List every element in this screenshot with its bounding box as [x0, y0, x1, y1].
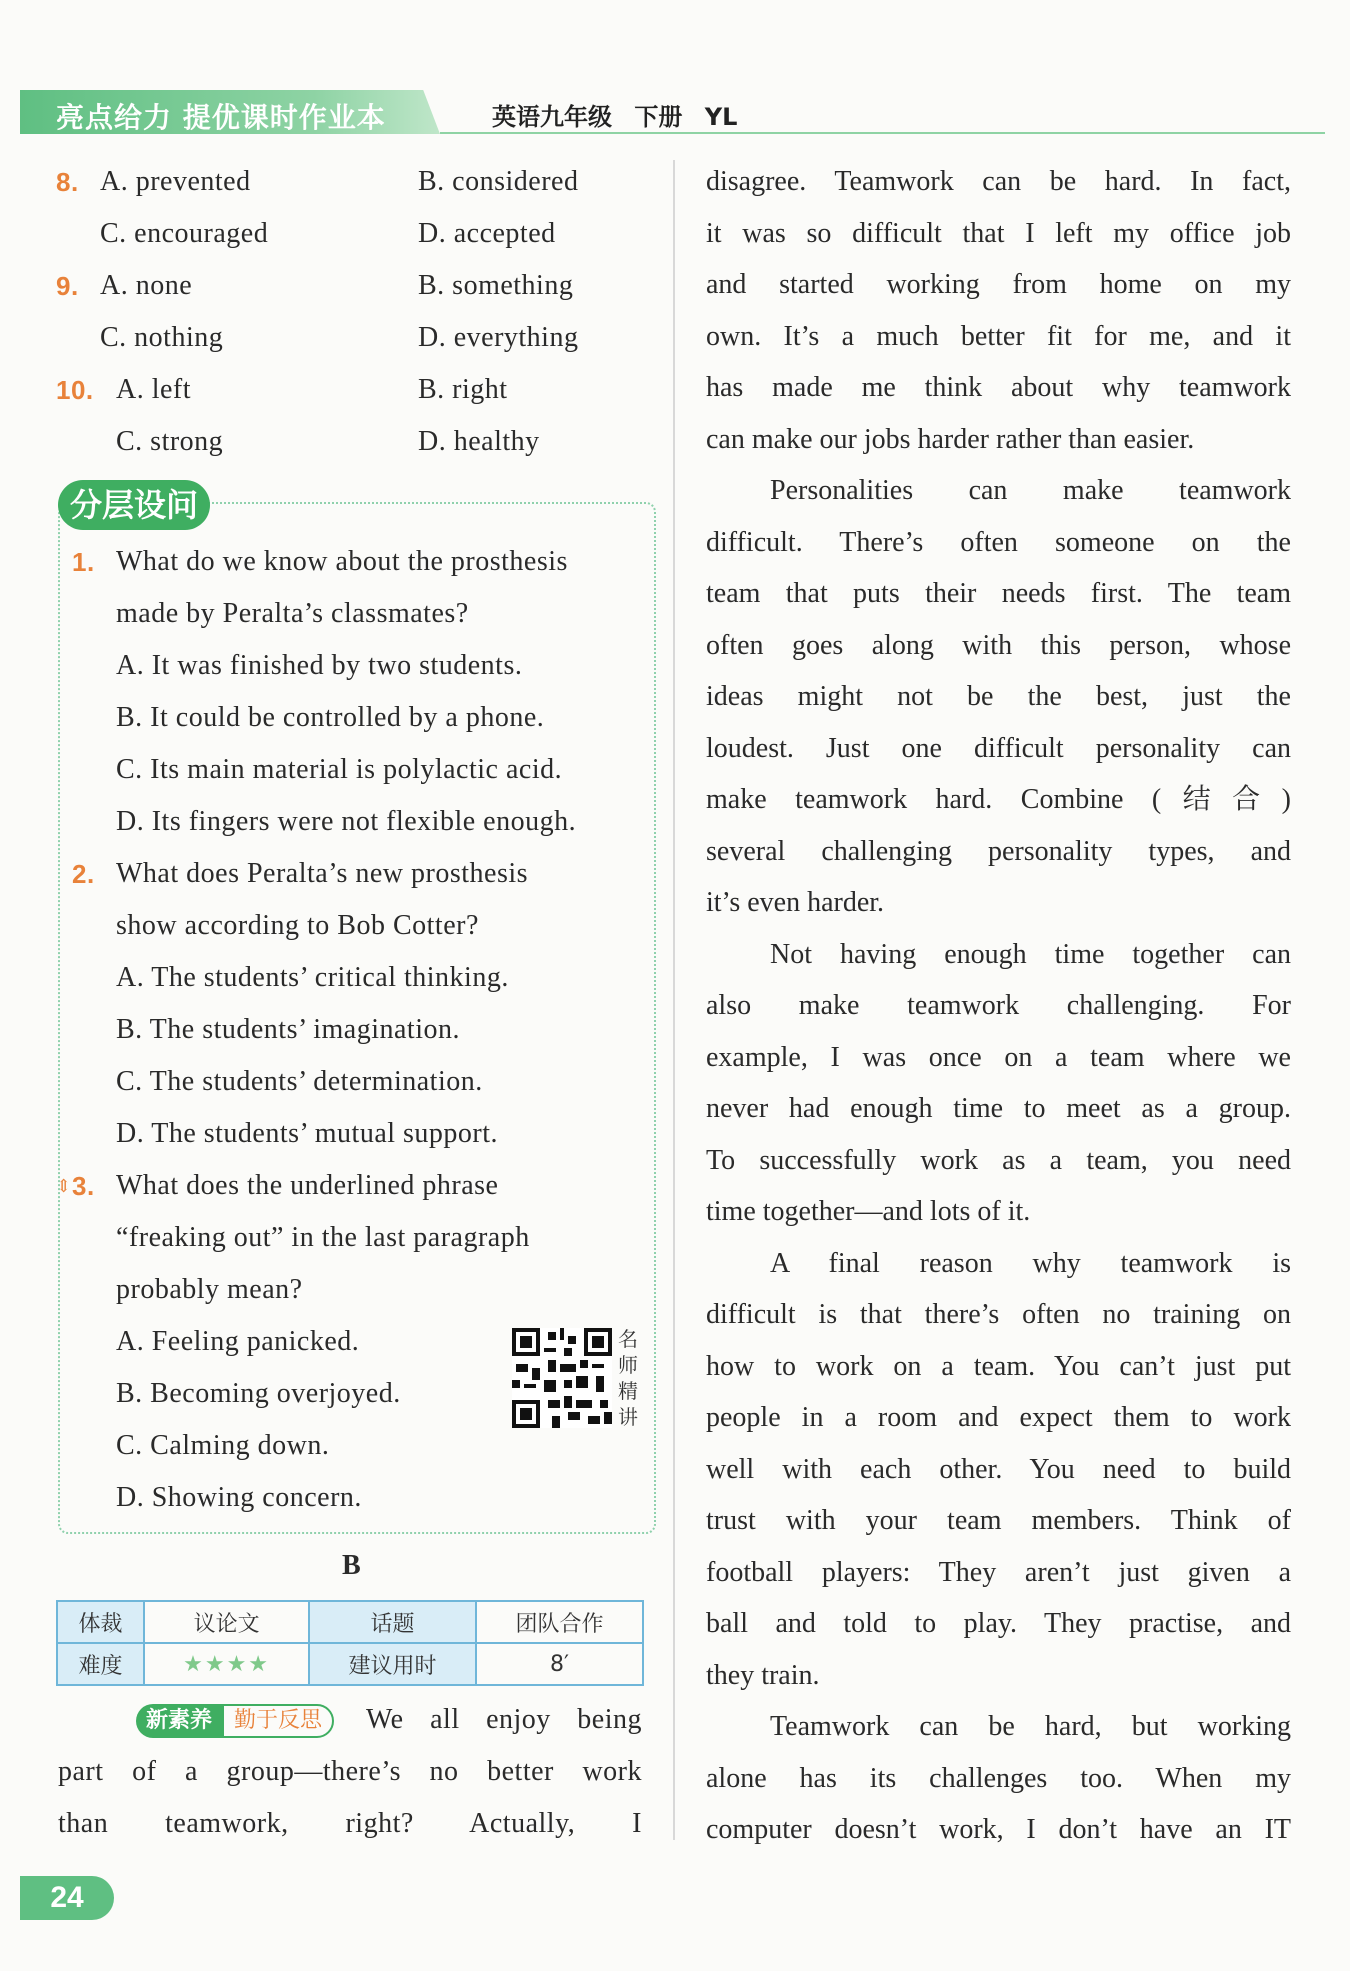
header-brand: 亮点给力 提优课时作业本: [56, 101, 386, 134]
passage-line: has made me think about why teamwork: [706, 372, 1291, 403]
question-text: What does the underlined phrase: [116, 1170, 499, 1201]
passage-line: Personalities can make teamwork: [770, 475, 1291, 506]
passage-line: time together—and lots of it.: [706, 1196, 1031, 1227]
passage-line: disagree. Teamwork can be hard. In fact,: [706, 166, 1291, 197]
choice: A. It was finished by two students.: [116, 650, 523, 681]
passage-line: than teamwork, right? Actually, I: [58, 1808, 642, 1839]
passage-line: Not having enough time together can: [770, 938, 1291, 970]
passage-line: can make our jobs harder rather than easier.: [706, 423, 1195, 455]
choice: B. Becoming overjoyed.: [116, 1378, 401, 1409]
option-a: A. none: [100, 270, 193, 301]
choice: A. Feeling panicked.: [116, 1326, 360, 1357]
column-divider: [673, 160, 675, 1840]
passage-line: also make teamwork challenging. For: [706, 990, 1291, 1021]
header-rule: [440, 132, 1325, 134]
choice: C. Its main material is polylactic acid.: [116, 754, 563, 785]
passage-line: computer doesn’t work, I don’t have an IT: [706, 1814, 1291, 1845]
option-c: C. nothing: [100, 322, 224, 353]
passage-line: loudest. Just one difficult personality can: [706, 732, 1291, 764]
table-cell: 话题: [309, 1601, 476, 1643]
header-subtitle: 英语九年级 下册 YL: [492, 103, 738, 131]
question-number: 10.: [56, 375, 94, 405]
qr-code-icon[interactable]: [512, 1328, 612, 1428]
table-cell: 体裁: [57, 1601, 144, 1643]
question-text: “freaking out” in the last paragraph: [116, 1222, 530, 1253]
passage-line: Teamwork can be hard, but working: [770, 1711, 1291, 1742]
question-number: 1.: [72, 547, 95, 577]
option-b: B. something: [418, 270, 574, 301]
question-number: 8.: [56, 167, 79, 197]
passage-line: often goes along with this person, whose: [706, 629, 1291, 661]
arrow-icon: ⇕: [56, 1176, 72, 1196]
option-a: A. prevented: [100, 166, 251, 197]
passage-info-table: [56, 1600, 644, 1686]
passage-line: alone has its challenges too. When my: [706, 1762, 1291, 1794]
passage-line: ideas might not be the best, just the: [706, 681, 1291, 712]
passage-line: own. It’s a much better fit for me, and it: [706, 320, 1291, 352]
passage-line: difficult. There’s often someone on the: [706, 526, 1291, 558]
passage-line: ball and told to play. They practise, and: [706, 1608, 1291, 1639]
passage-line: several challenging personality types, and: [706, 835, 1291, 867]
passage-line: team that puts their needs first. The team: [706, 578, 1291, 609]
question-number: 9.: [56, 271, 79, 301]
table-cell: 8′: [476, 1643, 643, 1685]
passage-line: example, I was once on a team where we: [706, 1041, 1291, 1073]
passage-line: they train.: [706, 1659, 820, 1691]
question-text: probably mean?: [116, 1274, 303, 1305]
passage-line: football players: They aren’t just given a: [706, 1556, 1291, 1588]
passage-line: and started working from home on my: [706, 269, 1291, 300]
passage-line: To successfully work as a team, you need: [706, 1144, 1291, 1176]
question-text: made by Peralta’s classmates?: [116, 598, 469, 629]
passage-line: well with each other. You need to build: [706, 1453, 1291, 1485]
passage-line: trust with your team members. Think of: [706, 1505, 1291, 1536]
question-text: show according to Bob Cotter?: [116, 910, 479, 941]
choice: C. The students’ determination.: [116, 1066, 483, 1097]
passage-line: A final reason why teamwork is: [770, 1247, 1291, 1279]
table-cell: 议论文: [144, 1601, 309, 1643]
qr-label: 名 师 精 讲: [618, 1327, 638, 1429]
section-title: B: [342, 1550, 361, 1581]
choice: D. Showing concern.: [116, 1482, 362, 1513]
option-b: B. considered: [418, 166, 579, 197]
choice: B. The students’ imagination.: [116, 1014, 460, 1045]
table-cell: 团队合作: [476, 1601, 643, 1643]
question-text: What do we know about the prosthesis: [116, 546, 568, 577]
table-cell: 难度: [57, 1643, 144, 1685]
option-b: B. right: [418, 374, 508, 405]
question-text: What does Peralta’s new prosthesis: [116, 858, 529, 889]
table-cell: 建议用时: [309, 1643, 476, 1685]
new-literacy-badge: 新素养 勤于反思: [136, 1704, 334, 1738]
difficulty-stars: ★★★★: [144, 1643, 309, 1685]
option-d: D. everything: [418, 322, 579, 353]
question-number: 3.: [72, 1171, 95, 1201]
choice: D. Its fingers were not flexible enough.: [116, 806, 577, 837]
passage-line: difficult is that there’s often no training on: [706, 1299, 1291, 1330]
option-c: C. strong: [116, 426, 224, 457]
passage-line: make teamwork hard. Combine (结合): [706, 784, 1291, 815]
option-c: C. encouraged: [100, 218, 269, 249]
table-row: [57, 1643, 643, 1685]
passage-line: how to work on a team. You can’t just put: [706, 1350, 1291, 1382]
passage-line: people in a room and expect them to work: [706, 1402, 1291, 1433]
passage-line: it was so difficult that I left my office job: [706, 217, 1291, 249]
choice: A. The students’ critical thinking.: [116, 962, 509, 993]
question-number: 2.: [72, 859, 95, 889]
table-row: [57, 1601, 643, 1643]
passage-line: part of a group—there’s no better work: [58, 1756, 642, 1787]
option-d: D. accepted: [418, 218, 556, 249]
choice: D. The students’ mutual support.: [116, 1118, 499, 1149]
passage-line: it’s even harder.: [706, 887, 885, 918]
choice: B. It could be controlled by a phone.: [116, 702, 545, 733]
option-d: D. healthy: [418, 426, 540, 457]
option-a: A. left: [116, 374, 192, 405]
choice: C. Calming down.: [116, 1430, 330, 1461]
page-number: 24: [20, 1876, 114, 1920]
layered-questions-badge: 分层设问: [58, 480, 210, 530]
passage-line: never had enough time to meet as a group.: [706, 1093, 1291, 1124]
passage-line: We all enjoy being: [366, 1704, 642, 1735]
